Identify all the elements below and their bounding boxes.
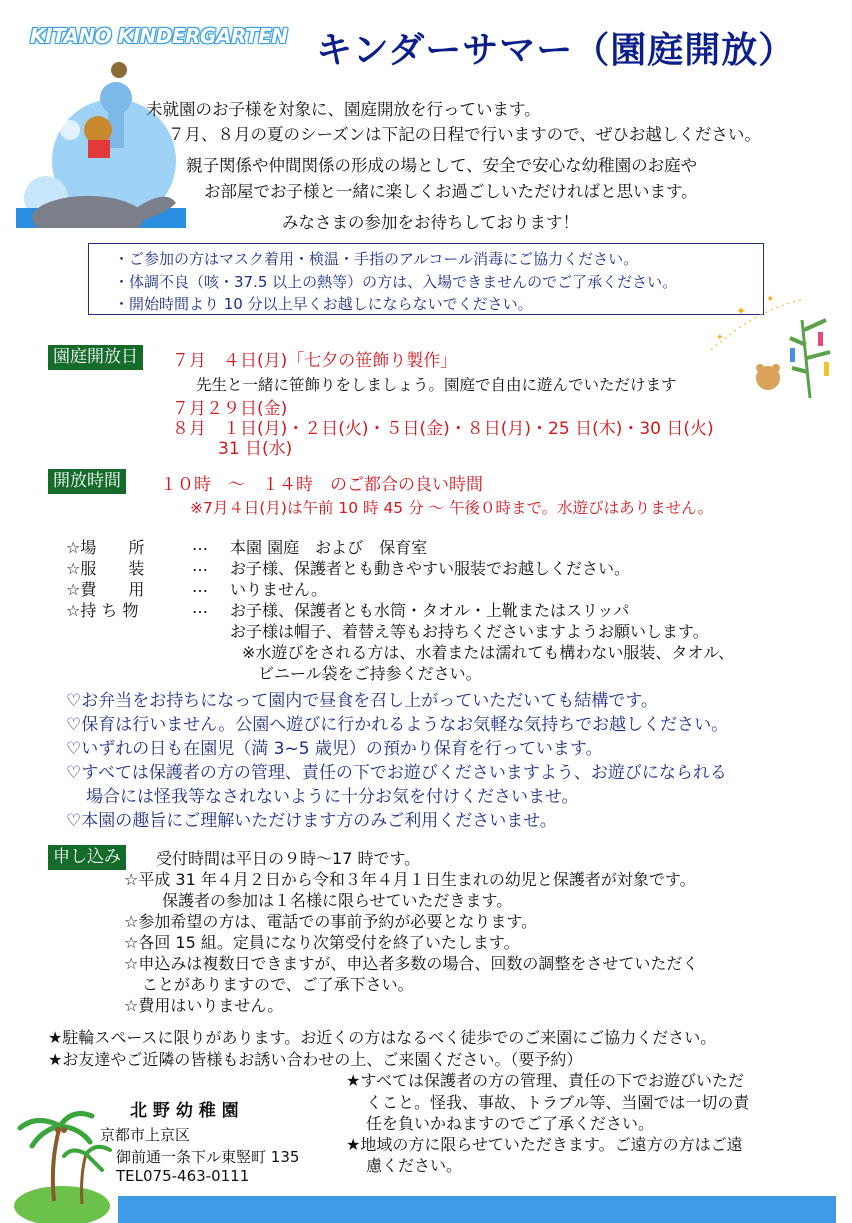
heart-note-4: ♡すべては保護者の方の管理、責任の下でお遊びくださいますよう、お遊びになられる xyxy=(66,763,727,783)
palm-island-illustration xyxy=(12,1106,122,1223)
hours-label: 開放時間 xyxy=(48,469,126,494)
schedule-label: 園庭開放日 xyxy=(48,345,143,370)
schedule-july-4: ７月 ４日(月)「七夕の笹飾り製作」 xyxy=(172,351,458,371)
schedule-july-4-note: 先生と一緒に笹飾りをしましょう。園庭で自由に遊んでいただけます xyxy=(196,376,677,394)
detail-sep-cost: … xyxy=(192,577,208,596)
svg-text:✦: ✦ xyxy=(736,304,747,318)
detail-items-more-2: ※水遊びをされる方は、水着または濡れても構わない服装、タオル、 xyxy=(242,643,735,662)
apply-line-4: ☆各回 15 組。定員になり次第受付を終了いたします。 xyxy=(124,933,520,952)
detail-value-cost: いりません。 xyxy=(230,580,327,599)
svg-text:✦: ✦ xyxy=(716,333,724,343)
heart-note-2: ♡保育は行いません。公園へ遊びに行かれるようなお気軽な気持ちでお越しください。 xyxy=(66,715,729,735)
right-note-2b: 慮ください。 xyxy=(366,1156,463,1175)
detail-items-more-1: お子様は帽子、着替え等もお持ちくださいますようお願いします。 xyxy=(230,622,709,641)
hours-note: ※7月４日(月)は午前 10 時 45 分 ～ 午後０時まで。水遊びはありません。 xyxy=(190,499,714,517)
whale-illustration xyxy=(16,58,186,228)
notice-line-1: ・ご参加の方はマスク着用・検温・手指のアルコール消毒にご協力ください。 xyxy=(114,250,639,268)
detail-items-more-3: ビニール袋をご持参ください。 xyxy=(258,664,482,683)
detail-value-place: 本園 園庭 および 保育室 xyxy=(230,538,428,557)
notice-line-3: ・開始時間より 10 分以上早くお越しにならないでください。 xyxy=(114,295,533,313)
right-note-1c: 任を負いかねますのでご了承ください。 xyxy=(366,1114,655,1133)
heart-note-5: ♡本園の趣旨にご理解いただけます方のみご利用くださいませ。 xyxy=(66,811,557,831)
heart-note-1: ♡お弁当をお持ちになって園内で昼食を召し上がっていただいても結構です。 xyxy=(66,691,658,711)
right-note-1: ★すべては保護者の方の管理、責任の下でお遊びいただ xyxy=(346,1071,745,1090)
apply-line-3: ☆参加希望の方は、電話での事前予約が必要となります。 xyxy=(124,912,538,931)
schedule-july-29: ７月２９日(金) xyxy=(172,399,288,419)
apply-line-6: ことがありますので、ご了承下さい。 xyxy=(142,975,414,994)
school-address-2: 御前通一条下ル東竪町 135 xyxy=(116,1148,300,1166)
intro-line-5: みなさまの参加をお待ちしております！ xyxy=(282,213,579,232)
star-note-2: ★お友達やご近隣の皆様もお誘い合わせの上、ご来園ください。（要予約） xyxy=(48,1050,583,1069)
detail-value-items: お子様、保護者とも水筒・タオル・上靴またはスリッパ xyxy=(230,601,630,620)
schedule-august: ８月 １日(月)・２日(火)・５日(金)・８日(月)・25 日(木)・30 日(火) xyxy=(172,419,714,439)
apply-head: 受付時間は平日の９時～17 時です。 xyxy=(156,849,421,868)
school-name: 北 野 幼 稚 園 xyxy=(130,1101,239,1121)
heart-note-3: ♡いずれの日も在園児（満 3~5 歳児）の預かり保育を行っています。 xyxy=(66,739,603,759)
detail-sep-items: … xyxy=(192,598,208,617)
schedule-august-31: 31 日(水) xyxy=(218,439,293,459)
intro-line-3: 親子関係や仲間関係の形成の場として、安全で安心な幼稚園のお庭や xyxy=(186,156,698,175)
detail-value-clothes: お子様、保護者とも動きやすい服装でお越しください。 xyxy=(230,559,631,578)
notice-line-2: ・体調不良（咳・37.5 以上の熱等）の方は、入場できませんのでご了承ください。 xyxy=(114,273,678,291)
school-tel: TEL075-463-0111 xyxy=(116,1167,250,1185)
intro-line-1: 未就園のお子様を対象に、園庭開放を行っています。 xyxy=(146,100,541,119)
apply-label: 申し込み xyxy=(48,845,126,870)
star-note-1: ★駐輪スペースに限りがあります。お近くの方はなるべく徒歩でのご来園にご協力ください。 xyxy=(48,1028,717,1047)
hours-text: １０時 ～ １４時 のご都合の良い時間 xyxy=(160,475,483,495)
footer-band xyxy=(118,1196,836,1223)
school-address-1: 京都市上京区 xyxy=(100,1126,191,1144)
apply-line-2: 保護者の参加は１名様に限らせていただきます。 xyxy=(162,891,513,910)
detail-key-cost: ☆費 用 xyxy=(66,580,145,599)
apply-line-1: ☆平成 31 年４月２日から令和３年４月１日生まれの幼児と保護者が対象です。 xyxy=(124,870,696,889)
right-note-2: ★地域の方に限らせていただきます。ご遠方の方はご遠 xyxy=(346,1135,743,1154)
intro-line-4: お部屋でお子様と一緒に楽しくお過ごしいただければと思います。 xyxy=(204,182,698,201)
detail-sep-clothes: … xyxy=(192,556,208,575)
page-title: キンダーサマー（園庭開放） xyxy=(316,30,796,71)
detail-key-place: ☆場 所 xyxy=(66,538,145,557)
detail-key-items: ☆持 ち 物 xyxy=(66,601,139,620)
svg-text:✦: ✦ xyxy=(766,294,775,305)
heart-note-4-cont: 場合には怪我等なされないように十分お気を付けくださいませ。 xyxy=(86,787,579,807)
apply-line-5: ☆申込みは複数日できますが、申込者多数の場合、回数の調整をさせていただく xyxy=(124,954,699,973)
detail-sep-place: … xyxy=(192,535,208,554)
detail-key-clothes: ☆服 装 xyxy=(66,559,145,578)
brand-logo-text: KITANO KINDERGARTEN xyxy=(30,24,288,48)
apply-line-7: ☆費用はいりません。 xyxy=(124,996,284,1015)
tanabata-illustration xyxy=(706,290,840,400)
intro-line-2: ７月、８月の夏のシーズンは下記の日程で行いますので、ぜひお越しください。 xyxy=(168,125,761,144)
right-note-1b: くこと。怪我、事故、トラブル等、当園では一切の責 xyxy=(366,1093,750,1112)
